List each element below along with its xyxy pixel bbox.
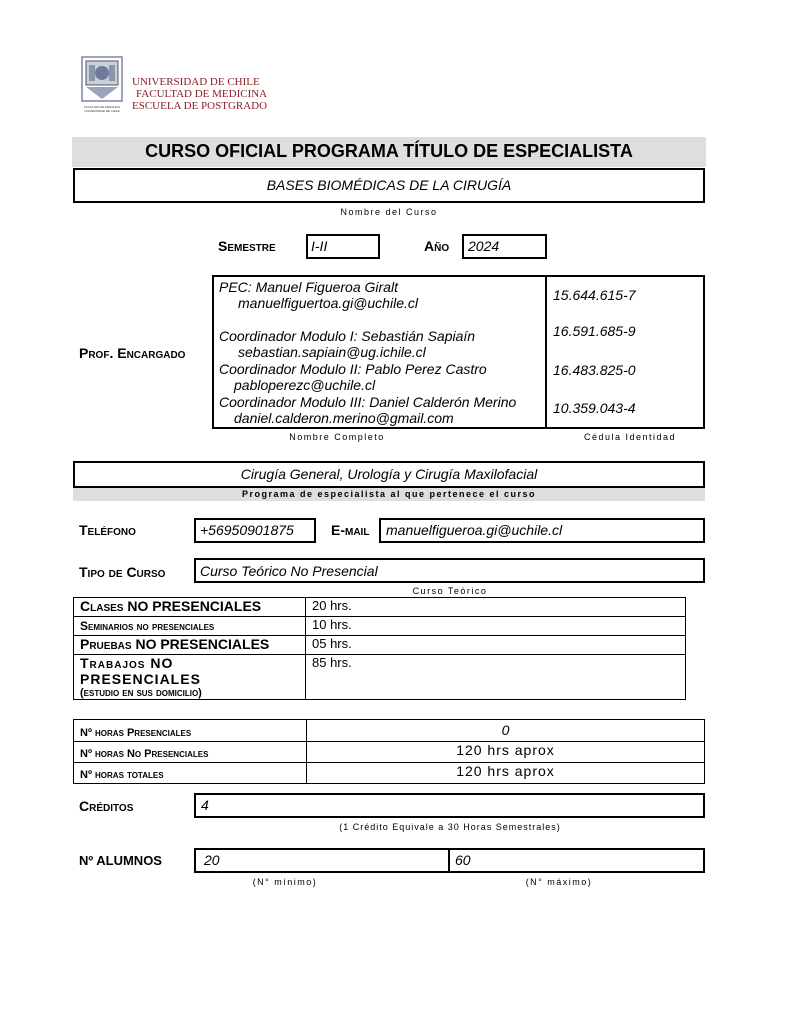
prof-2-email: sebastian.sapiain@ug.ichile.cl	[238, 344, 426, 360]
year-label: Año	[424, 238, 450, 254]
semester-value: I-II	[311, 238, 328, 254]
hours-breakdown-table	[73, 597, 686, 700]
prof-2-title: Coordinador Modulo I: Sebastián Sapiaín	[219, 328, 476, 344]
page-title: CURSO OFICIAL PROGRAMA TÍTULO DE ESPECIALISTA	[145, 141, 633, 161]
hours-label: Clases NO PRESENCIALES	[80, 598, 262, 614]
totals-value: 0	[501, 722, 510, 738]
students-min-caption: (N° mínimo)	[252, 877, 318, 887]
course-type-value: Curso Teórico No Presencial	[200, 563, 378, 579]
hours-sublabel: (estudio en sus domicilio)	[80, 687, 202, 699]
hours-label: Trabajos NO PRESENCIALES	[80, 655, 201, 687]
email-value: manuelfigueroa.gi@uchile.cl	[386, 522, 563, 538]
faculty-name: FACULTAD DE MEDICINA	[136, 88, 268, 100]
credits-label: Créditos	[79, 798, 134, 814]
students-max: 60	[455, 852, 471, 868]
course-name-caption: Nombre del Curso	[340, 207, 438, 217]
course-type-label: Tipo de Curso	[79, 564, 166, 580]
hours-label: Pruebas NO PRESENCIALES	[80, 636, 270, 652]
prof-1-title: PEC: Manuel Figueroa Giralt	[219, 279, 398, 295]
school-name: ESCUELA DE POSTGRADO	[132, 100, 268, 112]
university-logo	[80, 55, 124, 121]
hours-totals-table	[73, 719, 705, 784]
credits-value: 4	[201, 797, 209, 813]
students-min: 20	[204, 852, 220, 868]
table-row	[74, 763, 705, 784]
prof-4-email: daniel.calderon.merino@gmail.com	[234, 410, 454, 426]
totals-label: Nº horas totales	[80, 769, 164, 781]
prof-name-caption: Nombre Completo	[289, 432, 385, 442]
program-value: Cirugía General, Urología y Cirugía Maxilofacial	[240, 466, 538, 482]
credits-caption: (1 Crédito Equivale a 30 Horas Semestrales)	[339, 822, 561, 832]
totals-value: 120 hrs aprox	[456, 742, 555, 758]
phone-value: +56950901875	[200, 522, 294, 538]
prof-1-id: 15.644.615-7	[553, 287, 636, 303]
email-label: E-mail	[331, 522, 370, 538]
program-caption: Programa de especialista al que pertenece el curso	[241, 489, 537, 499]
prof-3-id: 16.483.825-0	[553, 362, 636, 378]
table-row	[74, 720, 705, 742]
prof-3-email: pabloperezc@uchile.cl	[234, 377, 376, 393]
prof-4-title: Coordinador Modulo III: Daniel Calderón Merino	[219, 394, 517, 410]
hours-value: 10 hrs.	[312, 617, 352, 632]
prof-id-caption: Cédula Identidad	[583, 432, 677, 442]
totals-label: Nº horas No Presenciales	[80, 748, 209, 760]
prof-1-email: manuelfiguertoa.gi@uchile.cl	[238, 295, 418, 311]
students-divider	[448, 849, 450, 872]
students-label: Nº ALUMNOS	[79, 853, 162, 868]
table-row	[74, 617, 686, 636]
totals-value: 120 hrs aprox	[456, 763, 555, 779]
table-row	[74, 742, 705, 763]
prof-divider	[545, 276, 547, 428]
semester-label: Semestre	[218, 238, 276, 254]
university-name: UNIVERSIDAD DE CHILE	[132, 76, 260, 88]
year-value: 2024	[468, 238, 500, 254]
students-max-caption: (N° máximo)	[525, 877, 593, 887]
hours-value: 20 hrs.	[312, 598, 352, 613]
logo-caption: FACULTAD DE MEDICINA UNIVERSIDAD DE CHILE	[84, 105, 120, 113]
credits-field	[194, 793, 705, 818]
table-row	[74, 636, 686, 655]
phone-label: Teléfono	[79, 522, 136, 538]
hours-value: 05 hrs.	[312, 636, 352, 651]
prof-label: Prof. Encargado	[79, 345, 186, 361]
hours-label: Seminarios no presenciales	[80, 619, 215, 633]
table-row	[74, 598, 686, 617]
table-row	[74, 655, 686, 700]
prof-3-title: Coordinador Modulo II: Pablo Perez Castro	[219, 361, 487, 377]
totals-label: Nº horas Presenciales	[80, 727, 192, 739]
course-name: BASES BIOMÉDICAS DE LA CIRUGÍA	[266, 177, 512, 193]
prof-4-id: 10.359.043-4	[553, 400, 636, 416]
hours-value: 85 hrs.	[312, 655, 352, 670]
course-type-caption: Curso Teórico	[412, 586, 488, 596]
prof-2-id: 16.591.685-9	[553, 323, 636, 339]
